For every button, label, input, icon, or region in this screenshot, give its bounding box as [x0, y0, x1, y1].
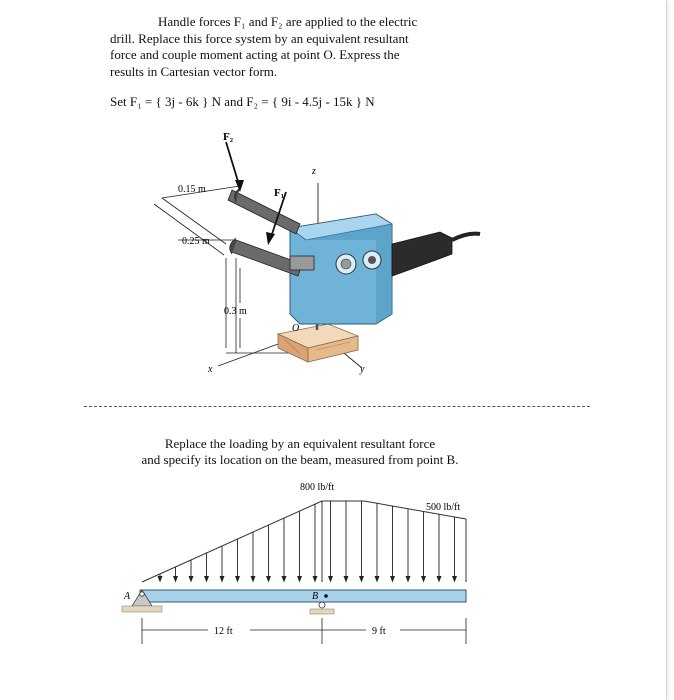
load-arrow-head: [173, 576, 178, 583]
drill-rear-handle: [392, 232, 480, 276]
label-f1: F₁: [274, 187, 285, 199]
label-load-peak: 800 lb/ft: [300, 482, 335, 493]
load-arrow-head: [235, 576, 240, 583]
problem1-line: drill. Replace this force system by an equivalent resultant: [110, 30, 409, 46]
label-load-end: 500 lb/ft: [426, 502, 461, 513]
label-y-axis: y: [360, 364, 365, 375]
problem2-statement: [110, 436, 490, 468]
problem1-line: results in Cartesian vector form.: [110, 63, 278, 79]
label-dim-12ft: 12 ft: [214, 626, 233, 637]
label-point-a: A: [124, 591, 131, 602]
load-arrow-head: [282, 576, 287, 583]
load-arrow-head: [406, 576, 411, 583]
load-arrow-head: [251, 576, 256, 583]
load-arrow-head: [313, 576, 318, 583]
load-arrow-head: [344, 576, 349, 583]
section-divider: [84, 406, 590, 407]
load-arrow-head: [375, 576, 380, 583]
load-arrow-head: [158, 576, 163, 583]
label-x-axis: x: [208, 364, 213, 375]
load-arrow-head: [390, 576, 395, 583]
load-arrow-head: [297, 576, 302, 583]
label-dim-03: 0.3 m: [224, 306, 247, 317]
load-arrow-head: [452, 576, 457, 583]
load-arrow-head: [359, 576, 364, 583]
problem1-line: force and couple moment acting at point O. Express the: [110, 47, 400, 62]
label-point-o: O: [292, 323, 300, 334]
label-dim-015: 0.15 m: [178, 184, 206, 195]
load-arrow-head: [266, 576, 271, 583]
load-arrow-head: [437, 576, 442, 583]
beam: [140, 590, 466, 602]
problem2-line: Replace the loading by an equivalent resultant force: [164, 436, 436, 451]
drill-figure: [140, 128, 500, 378]
label-dim-025: 0.25 m: [182, 236, 210, 247]
problem2-line: and specify its location on the beam, measured from point B.: [141, 452, 459, 467]
label-f2: F₂: [223, 131, 234, 143]
label-z-axis: z: [312, 166, 316, 177]
beam-figure: [116, 478, 486, 648]
problem1-statement: [110, 14, 462, 80]
load-arrow-head: [204, 576, 209, 583]
problem1-given-forces: Set F₁ = { 3j - 6k } N and F₂ = { 9i - 4.5j - 15k } N: [110, 94, 375, 109]
dimension-line: [142, 618, 466, 644]
load-arrow-head: [421, 576, 426, 583]
label-point-b: B: [312, 591, 319, 602]
label-dim-9ft: 9 ft: [372, 626, 386, 637]
load-arrow-head: [220, 576, 225, 583]
problem1-line: Handle forces F₁ and F₂ are applied to the electric: [158, 14, 418, 29]
load-arrows: [158, 501, 461, 583]
load-arrow-head: [189, 576, 194, 583]
load-arrow-head: [328, 576, 333, 583]
